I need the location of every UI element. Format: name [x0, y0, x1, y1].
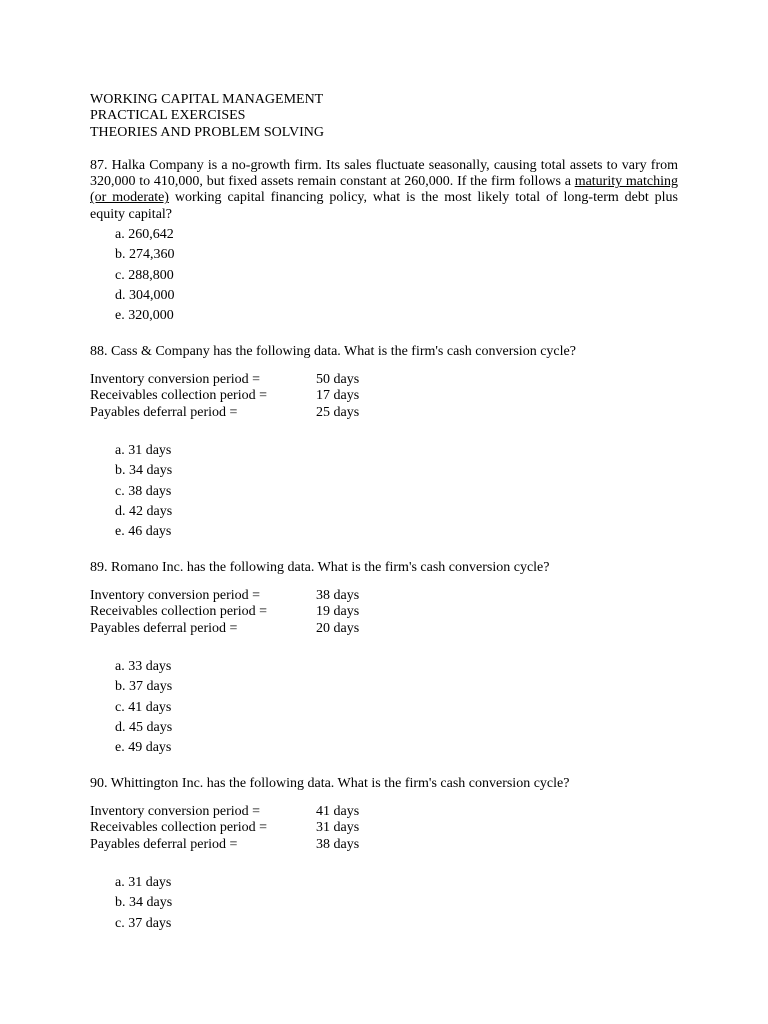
- question-87-text-after: working capital financing policy, what is the most likely total of long-term debt plus equity capital?: [90, 190, 678, 222]
- table-row: [90, 820, 359, 836]
- row-label: Receivables collection period =: [90, 820, 267, 836]
- option-d: d. 45 days: [115, 719, 173, 735]
- question-90-text: 90. Whittington Inc. has the following data. What is the firm's cash conversion cycle?: [90, 775, 570, 791]
- row-value: 31 days: [316, 820, 360, 836]
- option-d: d. 42 days: [115, 503, 173, 519]
- option-b: b. 34 days: [115, 463, 173, 479]
- option-a: a. 31 days: [115, 875, 172, 891]
- option-e: e. 49 days: [115, 740, 172, 756]
- row-label: Receivables collection period =: [90, 388, 267, 404]
- question-87-text-before: 87. Halka Company is a no-growth firm. Its sales fluctuate seasonally, causing total assets to vary from 320,000 to 410,000, but fixed assets remain constant at 260,000. If the firm follows a: [90, 157, 678, 190]
- header-subtitle: PRACTICAL EXERCISES: [90, 108, 246, 124]
- question-90-data-table: [90, 804, 359, 853]
- table-row: [90, 372, 359, 388]
- option-c: c. 41 days: [115, 699, 172, 715]
- question-88-text: 88. Cass & Company has the following data. What is the firm's cash conversion cycle?: [90, 343, 576, 359]
- row-label: Inventory conversion period =: [90, 803, 261, 819]
- question-87-options: [90, 225, 678, 326]
- row-label: Payables deferral period =: [90, 620, 238, 636]
- option-b: b. 274,360: [115, 247, 175, 263]
- row-label: Payables deferral period =: [90, 836, 238, 852]
- row-label: Inventory conversion period =: [90, 587, 261, 603]
- row-value: 38 days: [316, 587, 360, 603]
- option-a: a. 33 days: [115, 659, 172, 675]
- table-row: [90, 837, 359, 853]
- row-value: 38 days: [316, 836, 360, 852]
- question-89-text: 89. Romano Inc. has the following data. What is the firm's cash conversion cycle?: [90, 559, 550, 575]
- row-label: Inventory conversion period =: [90, 371, 261, 387]
- table-row: [90, 388, 359, 404]
- question-89-data-table: [90, 588, 359, 637]
- table-row: [90, 405, 359, 421]
- row-value: 41 days: [316, 803, 360, 819]
- option-b: b. 37 days: [115, 679, 173, 695]
- option-e: e. 46 days: [115, 524, 172, 540]
- header-topic: THEORIES AND PROBLEM SOLVING: [90, 124, 325, 140]
- question-89: [90, 560, 678, 759]
- option-c: c. 288,800: [115, 267, 174, 283]
- option-e: e. 320,000: [115, 308, 174, 324]
- row-value: 19 days: [316, 604, 360, 620]
- question-90-options: [90, 873, 678, 934]
- row-label: Receivables collection period =: [90, 604, 267, 620]
- option-c: c. 38 days: [115, 483, 172, 499]
- question-90: [90, 776, 678, 934]
- document-header: [90, 92, 678, 141]
- table-row: [90, 804, 359, 820]
- row-label: Payables deferral period =: [90, 404, 238, 420]
- option-a: a. 31 days: [115, 443, 172, 459]
- header-title: WORKING CAPITAL MANAGEMENT: [90, 92, 324, 107]
- table-row: [90, 604, 359, 620]
- question-87-text: [90, 158, 678, 223]
- row-value: 20 days: [316, 620, 360, 636]
- row-value: 25 days: [316, 404, 360, 420]
- document-page: [90, 92, 678, 934]
- question-89-options: [90, 657, 678, 758]
- question-88-data-table: [90, 372, 359, 421]
- question-88-options: [90, 441, 678, 542]
- question-88: [90, 344, 678, 543]
- row-value: 17 days: [316, 388, 360, 404]
- question-87: [90, 158, 678, 327]
- table-row: [90, 621, 359, 637]
- row-value: 50 days: [316, 371, 360, 387]
- question-87-underlined-term: maturity matching (or moderate): [90, 174, 678, 206]
- table-row: [90, 588, 359, 604]
- option-a: a. 260,642: [115, 227, 174, 243]
- option-b: b. 34 days: [115, 895, 173, 911]
- option-c: c. 37 days: [115, 915, 172, 931]
- option-d: d. 304,000: [115, 287, 175, 303]
